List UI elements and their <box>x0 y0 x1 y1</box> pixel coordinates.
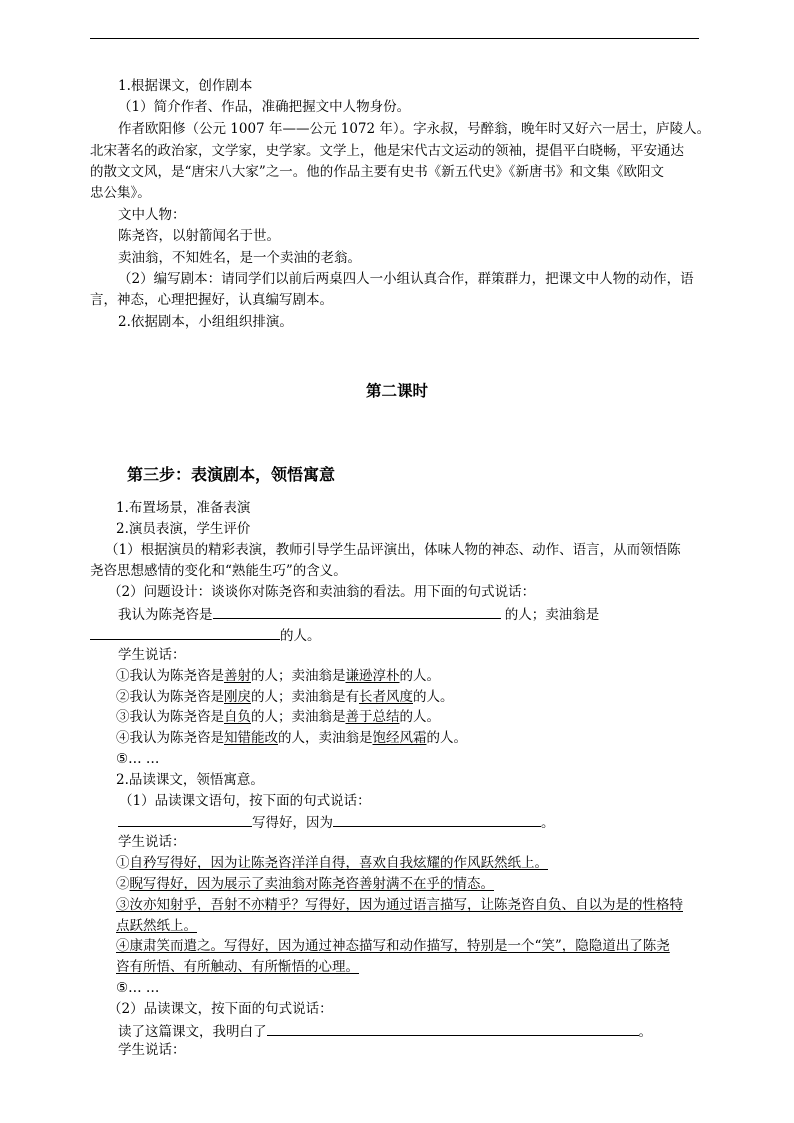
subtask-intro-author: （1）简介作者、作品，准确把握文中人物身份。 <box>118 99 411 115</box>
students-speak-label-3: 学生说话： <box>118 1042 186 1058</box>
quote-answer-4-line2: 咨有所悟、有所触动、有所惭悟的心理。 <box>116 959 359 975</box>
character-oil-seller: 卖油翁，不知姓名，是一个卖油的老翁。 <box>118 250 361 266</box>
s3-sentence-pattern-3: 写得好，因为 。 <box>118 812 555 832</box>
quote-answer-3-line2: 点跃然纸上。 <box>116 918 197 934</box>
blank-chen[interactable] <box>213 604 501 619</box>
s3-question-design: （2）问题设计：谈谈你对陈尧咨和卖油翁的看法。用下面的句式说话： <box>108 584 536 600</box>
s3-sentence-pattern-2 <box>90 625 321 645</box>
header-rule <box>90 38 699 39</box>
s3-read-text-prompt: （2）品读课文，按下面的句式说话： <box>108 1001 333 1017</box>
quote-answer-2: ②睨写得好，因为展示了卖油翁对陈尧咨善射满不在乎的情态。 <box>116 876 494 892</box>
character-chen: 陈尧咨，以射箭闻名于世。 <box>118 228 280 244</box>
quote-answer-1: ①自矜写得好，因为让陈尧咨洋洋自得，喜欢自我炫耀的作风跃然纸上。 <box>116 855 548 871</box>
subtask-write-script-line2: 言，神态，心理把握好，认真编写剧本。 <box>90 292 333 308</box>
s3-guide-line1: （1）根据演员的精彩表演，教师引导学生品评演出，体味人物的神态、动作、语言，从而领悟陈 <box>105 542 681 558</box>
quote-answer-5-ellipsis: ⑤… … <box>116 980 160 996</box>
blank-oil-seller[interactable] <box>90 625 280 640</box>
blank-sentence[interactable] <box>118 812 252 827</box>
s3-item-perform: 2.演员表演，学生评价 <box>116 521 251 537</box>
s3-sentence-pattern-4: 读了这篇课文，我明白了 。 <box>118 1021 652 1041</box>
answer-5-ellipsis: ⑤… … <box>116 751 160 767</box>
pattern-text-c: 的人。 <box>280 628 321 644</box>
author-paragraph-line4: 忠公集》。 <box>90 185 151 201</box>
students-speak-label-1: 学生说话： <box>118 647 186 663</box>
subtask-write-script-line1: （2）编写剧本：请同学们以前后两桌四人一小组认真合作，群策群力，把课文中人物的动作，语 <box>118 271 694 287</box>
quote-answer-3-line1: ③汝亦知射乎，吾射不亦精乎？写得好，因为通过语言描写，让陈尧咨自负、自以为是的性格特 <box>116 897 683 913</box>
step-rehearse: 2.依据剧本，小组组织排演。 <box>118 314 293 330</box>
step-title-create-script: 1.根据课文，创作剧本 <box>118 78 253 94</box>
s3-sentence-pattern-1 <box>118 604 599 624</box>
pattern-text-b: 的人；卖油翁是 <box>500 607 600 623</box>
answer-1: ①我认为陈尧咨是善射的人；卖油翁是谦逊淳朴的人。 <box>116 668 440 684</box>
answer-3: ③我认为陈尧咨是自负的人；卖油翁是善于总结的人。 <box>116 709 440 725</box>
answer-2: ②我认为陈尧咨是刚戾的人；卖油翁是有长者风度的人。 <box>116 689 454 705</box>
s3-guide-line2: 尧咨思想感情的变化和“熟能生巧”的含义。 <box>90 563 347 579</box>
lesson-heading: 第二课时 <box>365 381 428 400</box>
students-speak-label-2: 学生说话： <box>118 834 186 850</box>
author-paragraph-line3: 的散文文风，是“唐宋八大家”之一。他的作品主要有史书《新五代史》《新唐书》和文集《欧阳文 <box>90 164 665 180</box>
s3-item-setup: 1.布置场景，准备表演 <box>116 500 251 516</box>
step-three-heading: 第三步：表演剧本，领悟寓意 <box>127 465 336 484</box>
author-paragraph-line2: 北宋著名的政治家，文学家，史学家。文学上，他是宋代古文运动的领袖，提倡平白晓畅，平安通达 <box>90 143 684 159</box>
characters-label: 文中人物： <box>118 207 186 223</box>
blank-understanding[interactable] <box>267 1021 639 1036</box>
s3-item-read-text: 2.品读课文，领悟寓意。 <box>116 772 264 788</box>
author-paragraph-line1: 作者欧阳修（公元 1007 年——公元 1072 年）。字永叔，号醉翁，晚年时又好六一居士，庐陵人。 <box>118 121 711 137</box>
blank-reason[interactable] <box>333 812 541 827</box>
pattern-text-a: 我认为陈尧咨是 <box>118 607 213 623</box>
quote-answer-4-line1: ④康肃笑而遣之。写得好，因为通过神态描写和动作描写，特别是一个“笑”，隐隐道出了陈尧 <box>116 938 670 954</box>
s3-read-sentences-prompt: （1）品读课文语句，按下面的句式说话： <box>119 793 371 809</box>
answer-4: ④我认为陈尧咨是知错能改的人，卖油翁是饱经风霜的人。 <box>116 730 467 746</box>
